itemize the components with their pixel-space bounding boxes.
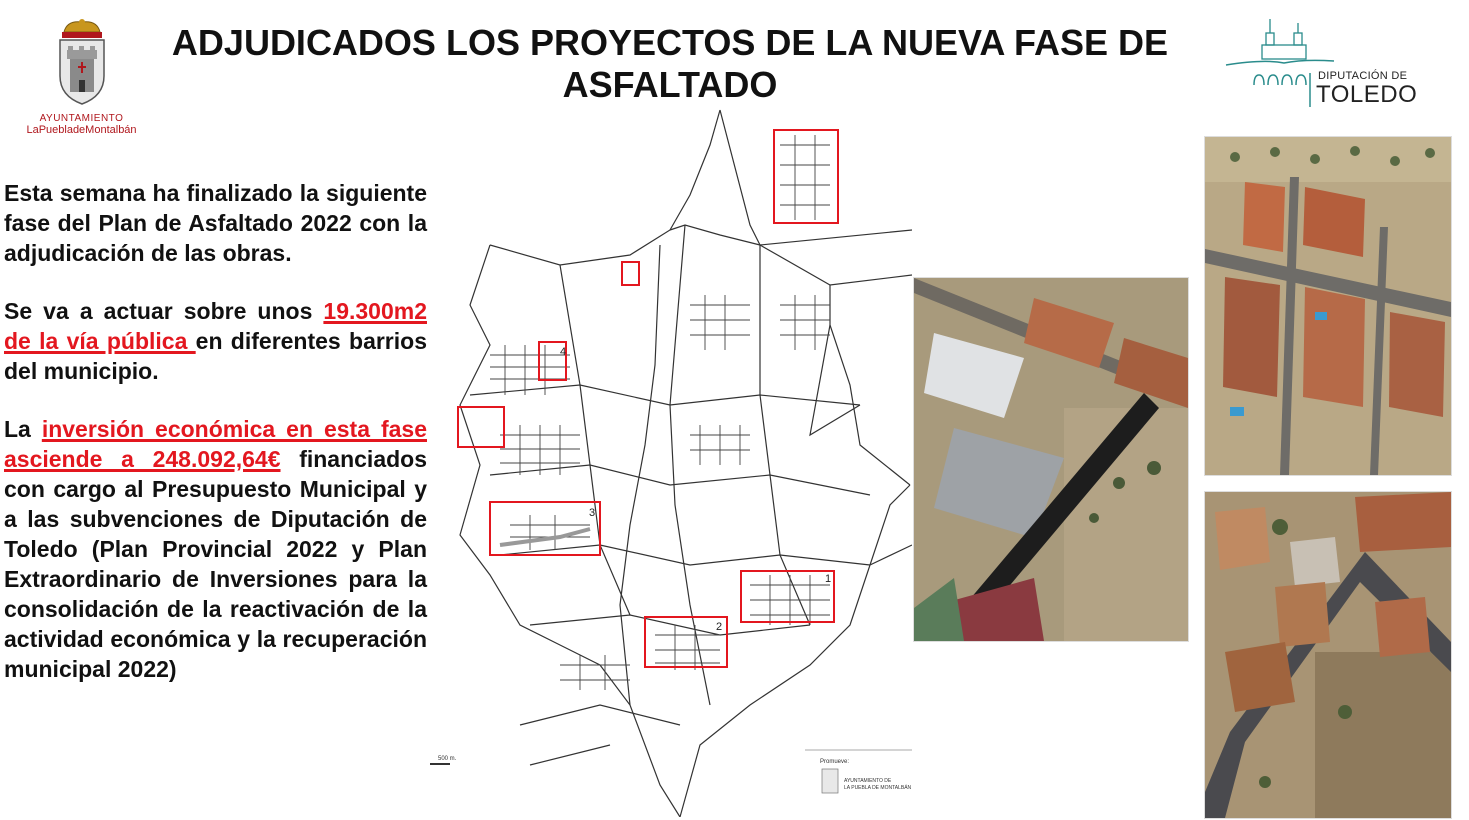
logo-right-line2: TOLEDO bbox=[1316, 81, 1418, 108]
paragraph-3-start: La bbox=[4, 416, 42, 442]
paragraph-2 bbox=[4, 296, 427, 386]
paragraph-1: Esta semana ha finalizado la siguiente fase del Plan de Asfaltado 2022 con la adjudicación de las obras. bbox=[4, 180, 427, 266]
coat-of-arms-icon bbox=[52, 18, 112, 106]
zone-label-3: 3 bbox=[589, 507, 596, 519]
aerial-photo-3 bbox=[1204, 491, 1452, 819]
zone-box-west bbox=[458, 407, 504, 447]
paragraph-2-end: en diferentes barrios del municipio. bbox=[4, 328, 427, 384]
zone-box-2 bbox=[645, 617, 727, 667]
small-coat-of-arms-icon bbox=[822, 769, 838, 793]
zone-box-top bbox=[774, 130, 838, 223]
zone-box-1 bbox=[741, 571, 834, 622]
promoter-line1: AYUNTAMIENTO DE bbox=[844, 778, 892, 784]
logo-left-line2: LaPuebladeMontalbán bbox=[26, 124, 137, 136]
paragraph-3 bbox=[4, 414, 427, 684]
paragraph-2-start: Se va a actuar sobre unos bbox=[4, 298, 324, 324]
street-map bbox=[430, 105, 912, 817]
promoter-line2: LA PUEBLA DE MONTALBÁN bbox=[844, 785, 912, 791]
zone-label-2: 2 bbox=[716, 621, 723, 633]
map-scale-label: 500 m. bbox=[438, 756, 457, 762]
logo-left-line1: AYUNTAMIENTO bbox=[39, 113, 124, 124]
promoter-label: Promueve: bbox=[820, 759, 850, 765]
logo-right-line1: DIPUTACIÓN DE bbox=[1318, 70, 1408, 82]
ayuntamiento-logo bbox=[14, 18, 149, 136]
page-title: ADJUDICADOS LOS PROYECTOS DE LA NUEVA FASE DE ASFALTADO bbox=[171, 22, 1169, 105]
investment-highlight: inversión económica en esta fase asciende a 248.092,64€ bbox=[4, 416, 427, 472]
article-body bbox=[4, 178, 427, 712]
aerial-photo-1 bbox=[913, 277, 1189, 642]
paragraph-3-end: financiados con cargo al Presupuesto Municipal y a las subvenciones de Diputación de Toledo (Plan Provincial 2022 y Plan Extraordinario de Inversiones para la consolidación de la reactivación de la actividad económica y la recuperación municipal 2022) bbox=[4, 446, 428, 682]
aerial-photo-2 bbox=[1204, 136, 1452, 476]
zone-label-1: 1 bbox=[825, 573, 832, 585]
diputacion-logo bbox=[1224, 15, 1424, 110]
zone-label-4: 4 bbox=[560, 346, 567, 358]
zone-box-small bbox=[622, 262, 639, 285]
paved-area-highlight: 19.300m2 de la vía pública bbox=[4, 298, 427, 354]
